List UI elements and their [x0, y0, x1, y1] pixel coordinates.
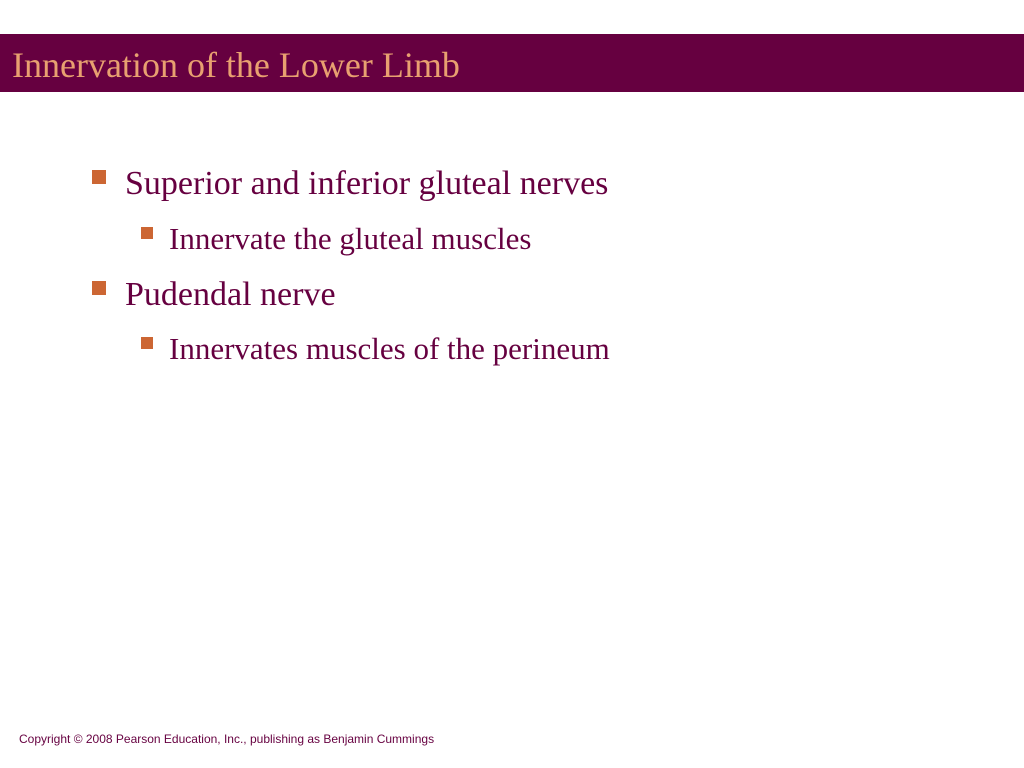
bullet-item-level-1 [92, 275, 336, 315]
bullet-text: Pudendal nerve [125, 276, 336, 313]
square-bullet-icon [141, 227, 153, 239]
bullet-item-level-2 [141, 331, 610, 367]
square-bullet-icon [141, 337, 153, 349]
copyright-footer: Copyright © 2008 Pearson Education, Inc., publishing as Benjamin Cummings [19, 732, 435, 746]
square-bullet-icon [92, 170, 106, 184]
square-bullet-icon [92, 281, 106, 295]
bullet-item-level-1 [92, 164, 608, 204]
slide-title: Innervation of the Lower Limb [12, 45, 460, 85]
bullet-text: Superior and inferior gluteal nerves [125, 165, 609, 202]
bullet-text: Innervate the gluteal muscles [169, 221, 532, 256]
bullet-text: Innervates muscles of the perineum [169, 331, 610, 366]
bullet-item-level-2 [141, 221, 531, 257]
